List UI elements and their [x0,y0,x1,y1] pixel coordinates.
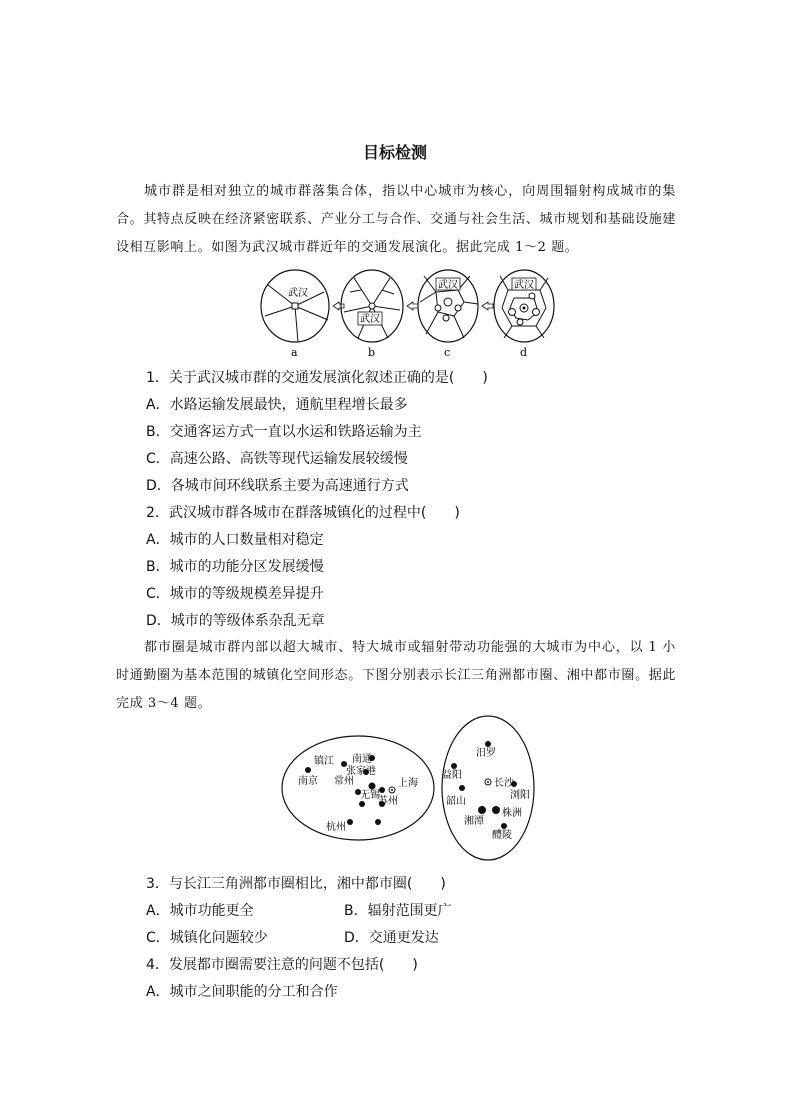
label-changsha: 长沙 [494,778,514,789]
label-liuyang: 浏阳 [510,790,530,801]
city-label-a: 武汉 [288,288,308,299]
yrd-metro-map [282,736,434,840]
q4-stem: 4．发展都市圈需要注意的问题不包括( ) [146,957,418,973]
q3-stem: 3．与长江三角洲都市圈相比，湘中都市圈( ) [146,876,446,892]
label-miluo: 汨罗 [476,748,496,759]
city-label-c: 武汉 [438,280,458,291]
q2-stem: 2．武汉城市群各城市在群落城镇化的过程中( ) [146,505,460,521]
q2-option-c[interactable]: C．城市的等级规模差异提升 [146,586,324,602]
label-xiangtan: 湘潭 [464,816,484,827]
diagram-d [494,270,554,342]
label-shanghai: 上海 [398,778,418,789]
label-nanjing: 南京 [298,776,318,787]
q2-option-d[interactable]: D．城市的等级体系杂乱无章 [146,613,325,629]
label-shaoshan: 韶山 [446,796,466,807]
label-wuxi: 无锡 [360,790,380,801]
fig-label-b: b [368,346,376,358]
q3-option-c[interactable]: C．城镇化问题较少 [146,930,268,946]
city-label-b: 武汉 [360,314,380,325]
city-label-d: 武汉 [514,280,534,291]
q1-stem: 1．关于武汉城市群的交通发展演化叙述正确的是( ) [146,370,488,386]
label-changzhou: 常州 [334,776,354,787]
diagram-a [261,270,329,342]
page-title: 目标检测 [362,143,427,162]
diagram-c [418,270,478,342]
q1-option-b[interactable]: B．交通客运方式一直以水运和铁路运输为主 [146,424,422,440]
q1-option-d[interactable]: D．各城市间环线联系主要为高速通行方式 [146,478,409,494]
label-nantong: 南通 [352,754,372,765]
q4-option-a[interactable]: A．城市之间职能的分工和合作 [146,984,338,1000]
label-yiyang: 益阳 [442,770,462,781]
label-suzhou: 苏州 [378,796,398,807]
intro-2-text: 都市圈是城市群内部以超大城市、特大城市或辐射带动功能强的大城市为中心，以 1 小时通勤圈为基本范围的城镇化空间形态。下图分别表示长江三角洲都市圈、湘中都市圈。据此完成 3～4 题。 [116,640,676,711]
fig-label-c: c [444,346,451,358]
q2-option-b[interactable]: B．城市的功能分区发展缓慢 [146,559,324,575]
xiangzhong-metro-map [442,716,534,860]
q3-option-d[interactable]: D．交通更发达 [344,930,439,946]
label-zhenjiang: 镇江 [314,756,334,767]
label-zhuzhou: 株洲 [502,808,522,819]
intro-paragraph-2 [116,634,676,718]
q3-option-a[interactable]: A．城市功能更全 [146,903,254,919]
wuhan-transport-figure [258,268,588,358]
q1-option-c[interactable]: C．高速公路、高铁等现代运输发展较缓慢 [146,451,408,467]
q2-option-a[interactable]: A．城市的人口数量相对稳定 [146,532,324,548]
intro-1-text: 城市群是相对独立的城市群落集合体，指以中心城市为核心，向周围辐射构成城市的集合。其特点反映在经济紧密联系、产业分工与合作、交通与社会生活、城市规划和基础设施建设相互影响上。如图为武汉城市群近年的交通发展演化。据此完成 1～2 题。 [116,184,676,255]
label-zhangjiagang: 张家港 [346,766,376,777]
fig-label-a: a [291,346,298,358]
label-hangzhou: 杭州 [326,822,346,833]
fig-label-d: d [520,346,528,358]
metro-areas-figure [278,712,558,862]
q1-option-a[interactable]: A．水路运输发展最快，通航里程增长最多 [146,397,408,413]
diagram-b [341,270,403,342]
q3-option-b[interactable]: B．辐射范围更广 [344,903,452,919]
intro-paragraph-1 [116,178,676,262]
label-liling: 醴陵 [492,830,512,841]
